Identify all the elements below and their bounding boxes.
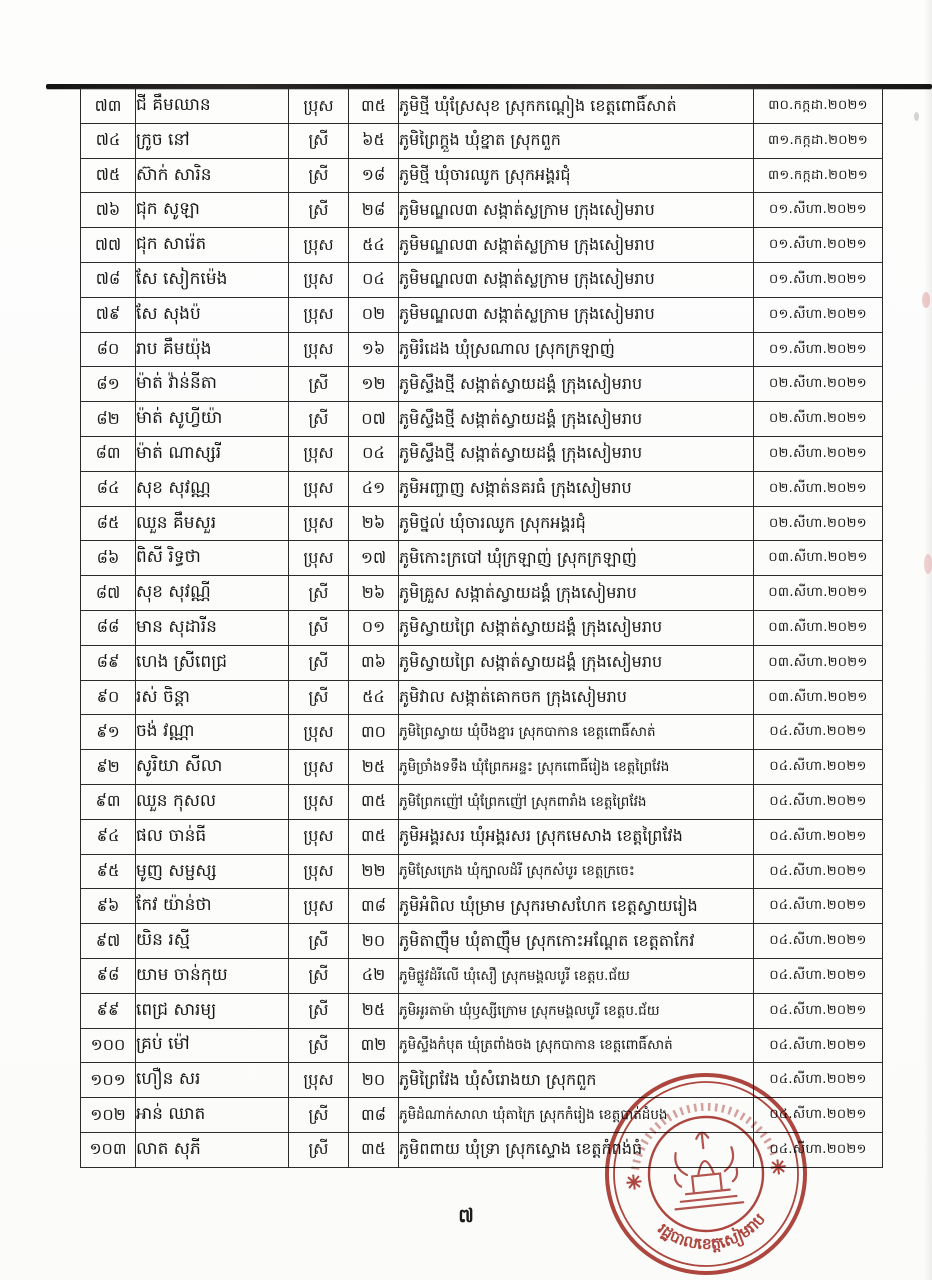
cell-address: ភូមិផ្លូវដំរីលើ ឃុំសឿ ស្រុកមង្គលបូរី ខេត្តប.ជ័យ (399, 958, 754, 993)
cell-row-number: ៨៣ (81, 436, 136, 471)
cell-name: គ្រប់ ម៉ៅ (136, 1028, 289, 1063)
cell-gender: ប្រុស (289, 506, 349, 541)
cell-row-number: ១០១ (81, 1063, 136, 1098)
cell-date: ០២.សីហា.២០២១ (754, 506, 883, 541)
cell-address: ភូមិព្រៃស្វាយ ឃុំបឹងខ្នារ ស្រុកបាកាន ខេត្តពោធិ៍សាត់ (399, 715, 754, 750)
cell-age: ០៤ (349, 262, 399, 297)
table-row (81, 750, 883, 785)
cell-row-number: ៧៣ (81, 89, 136, 124)
cell-date: ០៤.សីហា.២០២១ (754, 784, 883, 819)
cell-row-number: ៨១ (81, 367, 136, 402)
cell-age: ៣៨ (349, 1098, 399, 1133)
cell-gender: ប្រុស (289, 889, 349, 924)
cell-date: ០២.សីហា.២០២១ (754, 402, 883, 437)
table-row (81, 1028, 883, 1063)
cell-row-number: ៨៩ (81, 645, 136, 680)
table-row (81, 680, 883, 715)
cell-row-number: ៧៥ (81, 158, 136, 193)
page-number: ៧ (458, 1205, 474, 1227)
cell-address: ភូមិព្រែកញ៉ៅ ឃុំព្រែកញ៉ៅ ស្រុកពារាំង ខេត្តព្រៃវែង (399, 784, 754, 819)
cell-gender: ប្រុស (289, 854, 349, 889)
cell-gender: ប្រុស (289, 750, 349, 785)
cell-name: សែ សៀកម៉េង (136, 262, 289, 297)
table-row (81, 819, 883, 854)
cell-name: ឈួន គឹមសួរ (136, 506, 289, 541)
stamp-emblem (668, 1129, 743, 1209)
cell-age: ៥៤ (349, 680, 399, 715)
cell-age: ៣៨ (349, 889, 399, 924)
cell-address: ភូមិអំពិល ឃុំម្រាម ស្រុករមាសហែក ខេត្តស្វាយរៀង (399, 889, 754, 924)
table-row (81, 228, 883, 263)
cell-gender: ប្រុស (289, 819, 349, 854)
cell-gender: ស្រី (289, 958, 349, 993)
cell-date: ០៤.សីហា.២០២១ (754, 1098, 883, 1133)
cell-gender: ស្រី (289, 158, 349, 193)
cell-name: សុខ សុវណ្ណ (136, 471, 289, 506)
cell-row-number: ៩៩ (81, 993, 136, 1028)
table-row (81, 262, 883, 297)
table-row (81, 854, 883, 889)
cell-age: ២៨ (349, 193, 399, 228)
cell-date: ០២.សីហា.២០២១ (754, 471, 883, 506)
cell-gender: ប្រុស (289, 784, 349, 819)
cell-row-number: ៩៣ (81, 784, 136, 819)
cell-row-number: ៧៨ (81, 262, 136, 297)
cell-name: កែវ យ៉ាន់ថា (136, 889, 289, 924)
cell-name: អាន់ ឈាត (136, 1098, 289, 1133)
cell-address: ភូមិថ្នល់ ឃុំចារឈូក ស្រុកអង្គរជុំ (399, 506, 754, 541)
cell-gender: ប្រុស (289, 541, 349, 576)
cell-date: ៣១.កក្កដា.២០២១ (754, 158, 883, 193)
cell-name: លាត សុភី (136, 1132, 289, 1167)
cell-age: ២៦ (349, 576, 399, 611)
cell-age: ៣៥ (349, 1132, 399, 1167)
cell-gender: ស្រី (289, 645, 349, 680)
cell-name: សុខ សុវណ្ណី (136, 576, 289, 611)
cell-date: ០១.សីហា.២០២១ (754, 297, 883, 332)
cell-age: ៣៥ (349, 819, 399, 854)
cell-age: ២៥ (349, 993, 399, 1028)
table-row (81, 645, 883, 680)
cell-address: ភូមិមណ្ឌល៣ សង្កាត់ស្លក្រាម ក្រុងសៀមរាប (399, 228, 754, 263)
cell-row-number: ៧៧ (81, 228, 136, 263)
cell-address: ភូមិស្រែក្រេង ឃុំក្បាលដំរី ស្រុកសំបូរ ខេត្តក្រចេះ (399, 854, 754, 889)
cell-name: យិន រស្មី (136, 924, 289, 959)
cell-row-number: ៩៥ (81, 854, 136, 889)
cell-name: ហឿន សរ (136, 1063, 289, 1098)
cell-address: ភូមិពពាយ ឃុំទ្រា ស្រុកស្ទោង ខេត្តកំពង់ធំ (399, 1132, 754, 1167)
cell-gender: ស្រី (289, 402, 349, 437)
cell-age: ០១ (349, 610, 399, 645)
cell-date: ០៤.សីហា.២០២១ (754, 1063, 883, 1098)
cell-row-number: ១០៣ (81, 1132, 136, 1167)
cell-row-number: ៧៦ (81, 193, 136, 228)
stamp-text: រដ្ឋបាលខេត្តសៀមរាប (654, 1210, 770, 1254)
cell-row-number: ៩៧ (81, 924, 136, 959)
cell-row-number: ៩០ (81, 680, 136, 715)
cell-name: ជុក សូឡា (136, 193, 289, 228)
cell-date: ០៤.សីហា.២០២១ (754, 750, 883, 785)
cell-gender: ប្រុស (289, 262, 349, 297)
cell-row-number: ១០២ (81, 1098, 136, 1133)
cell-age: ២៦ (349, 506, 399, 541)
table-row (81, 402, 883, 437)
cell-row-number: ៨៤ (81, 471, 136, 506)
cell-age: ៤២ (349, 958, 399, 993)
cell-address: ភូមិអង្គរសរ ឃុំអង្គរសរ ស្រុកមេសាង ខេត្តព្រៃវែង (399, 819, 754, 854)
stamp-side-star-right (770, 1159, 786, 1175)
cell-address: ភូមិព្រៃក្តួង ឃុំខ្នាត ស្រុកពួក (399, 123, 754, 158)
cell-gender: ប្រុស (289, 228, 349, 263)
cell-date: ០៤.សីហា.២០២១ (754, 993, 883, 1028)
cell-name: ម៉ាត់ វ៉ាន់នីតា (136, 367, 289, 402)
cell-age: ៣០ (349, 715, 399, 750)
cell-date: ៣១.កក្កដា.២០២១ (754, 123, 883, 158)
cell-gender: ស្រី (289, 924, 349, 959)
cell-date: ០១.សីហា.២០២១ (754, 193, 883, 228)
cell-date: ០៤.សីហា.២០២១ (754, 958, 883, 993)
cell-age: ០២ (349, 297, 399, 332)
cell-date: ០១.សីហា.២០២១ (754, 228, 883, 263)
cell-age: ២៥ (349, 750, 399, 785)
cell-gender: ប្រុស (289, 297, 349, 332)
cell-age: ៣៥ (349, 784, 399, 819)
cell-name: មូញ សម្ផស្ស (136, 854, 289, 889)
cell-gender: ប្រុស (289, 715, 349, 750)
cell-address: ភូមិគ្រួស សង្កាត់ស្វាយដង្គំ ក្រុងសៀមរាប (399, 576, 754, 611)
cell-name: ចង់ វណ្ណា (136, 715, 289, 750)
cell-row-number: ៨៧ (81, 576, 136, 611)
scan-speck (922, 292, 930, 308)
table-row (81, 193, 883, 228)
cell-row-number: ៧៩ (81, 297, 136, 332)
cell-address: ភូមិមណ្ឌល៣ សង្កាត់ស្លក្រាម ក្រុងសៀមរាប (399, 297, 754, 332)
cell-date: ០៤.សីហា.២០២១ (754, 819, 883, 854)
cell-gender: ស្រី (289, 1132, 349, 1167)
cell-row-number: ៩៨ (81, 958, 136, 993)
cell-age: ៣៦ (349, 645, 399, 680)
cell-date: ០៣.សីហា.២០២១ (754, 645, 883, 680)
cell-address: ភូមិកោះក្របៅ ឃុំក្រឡាញ់ ស្រុកក្រឡាញ់ (399, 541, 754, 576)
cell-row-number: ៧៤ (81, 123, 136, 158)
table-row (81, 471, 883, 506)
cell-date: ០៣.សីហា.២០២១ (754, 680, 883, 715)
table-row (81, 958, 883, 993)
table-row (81, 506, 883, 541)
cell-row-number: ៨០ (81, 332, 136, 367)
cell-row-number: ៩២ (81, 750, 136, 785)
cell-date: ០៤.សីហា.២០២១ (754, 889, 883, 924)
cell-name: ក្រូច នៅ (136, 123, 289, 158)
cell-age: ៣២ (349, 1028, 399, 1063)
cell-gender: ស្រី (289, 576, 349, 611)
cell-date: ០១.សីហា.២០២១ (754, 332, 883, 367)
cell-gender: ប្រុស (289, 471, 349, 506)
cell-row-number: ៩៤ (81, 819, 136, 854)
cell-address: ភូមិរំដេង ឃុំស្រណាល ស្រុកក្រឡាញ់ (399, 332, 754, 367)
cell-gender: ស្រី (289, 680, 349, 715)
table-row (81, 715, 883, 750)
cell-date: ០៤.សីហា.២០២១ (754, 1132, 883, 1167)
cell-address: ភូមិវាល សង្កាត់គោកចក ក្រុងសៀមរាប (399, 680, 754, 715)
table-row (81, 993, 883, 1028)
cell-name: យាម ចាន់កុយ (136, 958, 289, 993)
cell-date: ០៤.សីហា.២០២១ (754, 924, 883, 959)
cell-address: ភូមិច្រាំងទទឹង ឃុំព្រែកអន្ទះ ស្រុកពោធិ៍រៀង ខេត្តព្រៃវែង (399, 750, 754, 785)
cell-age: ០៤ (349, 436, 399, 471)
scan-speck (914, 112, 919, 121)
cell-gender: ស្រី (289, 993, 349, 1028)
cell-address: ភូមិមណ្ឌល៣ សង្កាត់ស្លក្រាម ក្រុងសៀមរាប (399, 262, 754, 297)
table-row (81, 332, 883, 367)
cell-address: ភូមិស្ទឹងថ្មី សង្កាត់ស្វាយដង្គំ ក្រុងសៀមរាប (399, 436, 754, 471)
table-row (81, 436, 883, 471)
cell-address: ភូមិស្ទឹងកំបុត ឃុំត្រពាំងចង ស្រុកបាកាន ខេត្តពោធិ៍សាត់ (399, 1028, 754, 1063)
cell-date: ០៤.សីហា.២០២១ (754, 1028, 883, 1063)
cell-row-number: ៨២ (81, 402, 136, 437)
cell-address: ភូមិអញ្ចាញ សង្កាត់នគរធំ ក្រុងសៀមរាប (399, 471, 754, 506)
cell-gender: ប្រុស (289, 1063, 349, 1098)
table-row (81, 541, 883, 576)
cell-gender: ស្រី (289, 123, 349, 158)
cell-date: ០១.សីហា.២០២១ (754, 262, 883, 297)
cell-address: ភូមិមណ្ឌល៣ សង្កាត់ស្លក្រាម ក្រុងសៀមរាប (399, 193, 754, 228)
registry-table (80, 88, 883, 1168)
cell-row-number: ៨៥ (81, 506, 136, 541)
cell-row-number: ១០០ (81, 1028, 136, 1063)
table-row (81, 784, 883, 819)
cell-gender: ស្រី (289, 367, 349, 402)
cell-row-number: ៨៨ (81, 610, 136, 645)
table-row (81, 889, 883, 924)
table-body (81, 89, 883, 1168)
cell-name: រស់ ចិន្តា (136, 680, 289, 715)
table-row (81, 924, 883, 959)
cell-name: ពេជ្រ សារម្យ (136, 993, 289, 1028)
cell-date: ០២.សីហា.២០២១ (754, 367, 883, 402)
cell-age: ១៦ (349, 332, 399, 367)
table-row (81, 89, 883, 124)
cell-address: ភូមិស្វាយព្រៃ សង្កាត់ស្វាយដង្គំ ក្រុងសៀមរាប (399, 645, 754, 680)
cell-row-number: ៩៦ (81, 889, 136, 924)
cell-address: ភូមិដំណាក់សាលា ឃុំតាក្រៃ ស្រុកកំរៀង ខេត្តបាត់ដំបង (399, 1098, 754, 1133)
cell-date: ០៣.សីហា.២០២១ (754, 610, 883, 645)
cell-name: រាប គឹមយ៉ុង (136, 332, 289, 367)
cell-age: ០៧ (349, 402, 399, 437)
cell-age: ២០ (349, 924, 399, 959)
table-row (81, 610, 883, 645)
cell-date: ០៤.សីហា.២០២១ (754, 854, 883, 889)
cell-age: ១៧ (349, 541, 399, 576)
cell-age: ៣៥ (349, 89, 399, 124)
cell-name: សូរិយា សីលា (136, 750, 289, 785)
cell-date: ០២.សីហា.២០២១ (754, 436, 883, 471)
cell-address: ភូមិស្ទឹងថ្មី សង្កាត់ស្វាយដង្គំ ក្រុងសៀមរាប (399, 402, 754, 437)
cell-row-number: ៨៦ (81, 541, 136, 576)
cell-date: ៣០.កក្កដា.២០២១ (754, 89, 883, 124)
cell-name: ហេង ស្រីពេជ្រ (136, 645, 289, 680)
cell-address: ភូមិអូរតាម៉ា ឃុំឫស្សីក្រោម ស្រុកមង្គលបូរី ខេត្តប.ជ័យ (399, 993, 754, 1028)
cell-gender: ប្រុស (289, 332, 349, 367)
table-row (81, 297, 883, 332)
cell-address: ភូមិព្រៃវែង ឃុំសំរោងយា ស្រុកពួក (399, 1063, 754, 1098)
cell-date: ០៤.សីហា.២០២១ (754, 715, 883, 750)
cell-name: សែ សុងប៉ (136, 297, 289, 332)
cell-gender: ស្រី (289, 1028, 349, 1063)
cell-age: ២០ (349, 1063, 399, 1098)
cell-name: ស៊ាក់ សារិន (136, 158, 289, 193)
cell-date: ០៣.សីហា.២០២១ (754, 541, 883, 576)
cell-age: ៤១ (349, 471, 399, 506)
cell-age: ២២ (349, 854, 399, 889)
cell-age: ១២ (349, 367, 399, 402)
cell-name: មាន សុដារីន (136, 610, 289, 645)
cell-gender: ស្រី (289, 193, 349, 228)
cell-name: ពិសី រិទ្ធថា (136, 541, 289, 576)
official-stamp (590, 1058, 823, 1280)
scan-edge-shade (924, 0, 932, 1280)
cell-age: ១៨ (349, 158, 399, 193)
cell-name: ម៉ាត់ ណាស្សរី (136, 436, 289, 471)
cell-age: ៦៥ (349, 123, 399, 158)
cell-address: ភូមិថ្មី ឃុំស្រែសុខ ស្រុកកណ្តៀង ខេត្តពោធិ៍សាត់ (399, 89, 754, 124)
cell-name: ផល ចាន់ធី (136, 819, 289, 854)
cell-address: ភូមិស្វាយព្រៃ សង្កាត់ស្វាយដង្គំ ក្រុងសៀមរាប (399, 610, 754, 645)
cell-address: ភូមិតាញ៉ឹម ឃុំតាញ៉ឹម ស្រុកកោះអណ្តែត ខេត្តតាកែវ (399, 924, 754, 959)
cell-gender: ប្រុស (289, 436, 349, 471)
stamp-side-star-left (626, 1174, 642, 1190)
cell-address: ភូមិថ្មី ឃុំចារឈូក ស្រុកអង្គរជុំ (399, 158, 754, 193)
table-row (81, 576, 883, 611)
cell-name: ជី គឹមឈាន (136, 89, 289, 124)
cell-gender: ស្រី (289, 610, 349, 645)
cell-date: ០៣.សីហា.២០២១ (754, 576, 883, 611)
table-row (81, 123, 883, 158)
table-row (81, 158, 883, 193)
scan-speck (924, 554, 932, 574)
cell-row-number: ៩១ (81, 715, 136, 750)
cell-address: ភូមិស្ទឹងថ្មី សង្កាត់ស្វាយដង្គំ ក្រុងសៀមរាប (399, 367, 754, 402)
cell-gender: ស្រី (289, 1098, 349, 1133)
cell-name: ម៉ាត់ សូហ្វីយ៉ា (136, 402, 289, 437)
cell-gender: ប្រុស (289, 89, 349, 124)
cell-name: ជុក សារ៉េត (136, 228, 289, 263)
cell-name: ឈួន កុសល (136, 784, 289, 819)
table-row (81, 367, 883, 402)
cell-age: ៥៤ (349, 228, 399, 263)
